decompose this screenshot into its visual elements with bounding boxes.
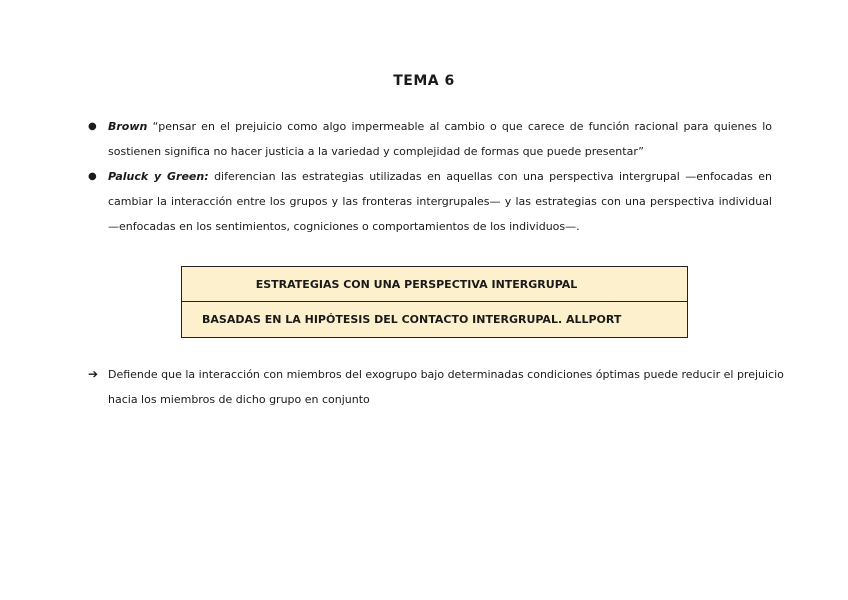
bullet-item-paluck-green (88, 164, 772, 239)
bullet-dot-icon: ● (88, 121, 97, 132)
right-arrow-icon: ➔ (88, 367, 99, 381)
arrow-paragraph-text: Defiende que la interacción con miembros del exogrupo bajo determinadas condiciones óptimas puede reducir el prejuicio hacia los miembros de dicho grupo en conjunto (108, 368, 784, 406)
box-heading: ESTRATEGIAS CON UNA PERSPECTIVA INTERGRUPAL (182, 267, 687, 302)
bullet-item-brown (88, 114, 772, 164)
author-name: Paluck y Green: (108, 170, 209, 183)
bullet-text: “pensar en el prejuicio como algo impermeable al cambio o que carece de función racional para quienes lo sostienen significa no hacer justicia a la variedad y complejidad de formas que puede presentar” (108, 120, 772, 158)
strategy-box (181, 266, 688, 338)
box-subheading: BASADAS EN LA HIPÓTESIS DEL CONTACTO INTERGRUPAL. ALLPORT (202, 313, 622, 326)
bullet-text: diferencian las estrategias utilizadas en aquellas con una perspectiva intergrupal —enfocadas en cambiar la interacción entre los grupos y las fronteras intergrupales— y las estrategias con una perspectiva individual —enfocadas en los sentimientos, cogniciones o comportamientos de los individuos—. (108, 170, 773, 233)
author-name: Brown (108, 120, 148, 133)
page-title: TEMA 6 (393, 73, 455, 89)
bullet-dot-icon: ● (88, 171, 97, 182)
bullet-list (88, 114, 772, 239)
arrow-paragraph (88, 362, 788, 412)
